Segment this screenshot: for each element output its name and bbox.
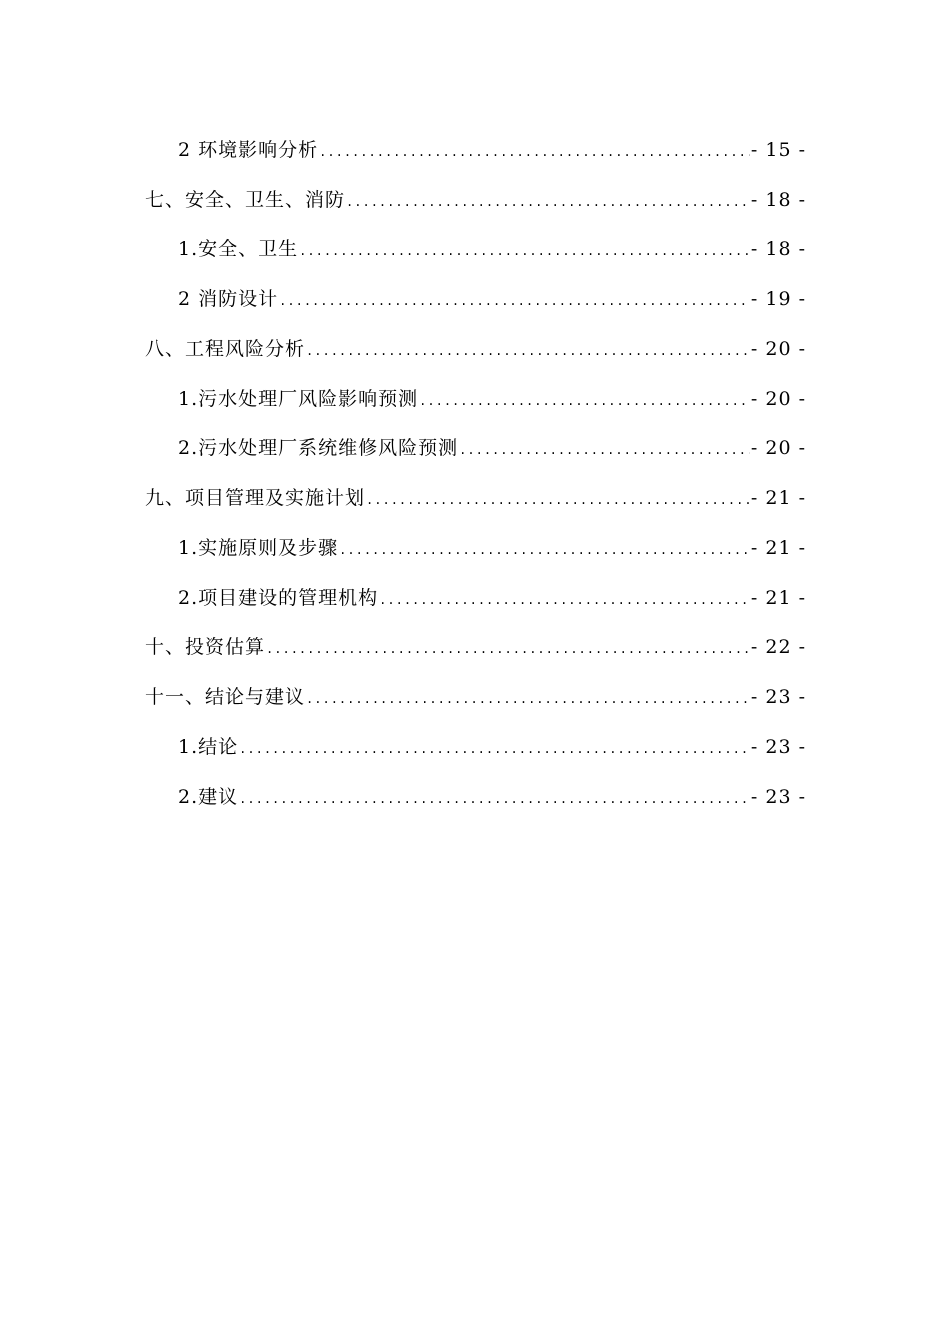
toc-entry-page: - 19 -	[750, 288, 806, 310]
toc-entry-title: 1.安全、卫生	[178, 238, 299, 260]
toc-entry-page: - 21 -	[750, 587, 806, 609]
toc-leader-dots	[459, 434, 750, 464]
toc-entry-page: - 22 -	[750, 636, 806, 658]
toc-leader-dots	[306, 683, 750, 713]
toc-entry[interactable]	[145, 482, 806, 514]
toc-entry-page: - 23 -	[750, 786, 806, 808]
toc-entry-title: 七、安全、卫生、消防	[145, 189, 346, 211]
toc-entry-page: - 18 -	[750, 238, 806, 260]
toc-leader-dots	[279, 285, 750, 315]
toc-entry-title: 1.实施原则及步骤	[178, 537, 339, 559]
toc-entry-title: 十一、结论与建议	[145, 686, 306, 708]
toc-entry-page: - 18 -	[750, 189, 806, 211]
toc-entry-title: 2 环境影响分析	[178, 139, 319, 161]
toc-entry[interactable]	[178, 134, 806, 166]
toc-entry[interactable]	[178, 781, 806, 813]
toc-leader-dots	[239, 733, 750, 763]
toc-entry-page: - 21 -	[750, 487, 806, 509]
toc-entry-page: - 20 -	[750, 338, 806, 360]
toc-entry-title: 2.项目建设的管理机构	[178, 587, 379, 609]
toc-leader-dots	[366, 484, 750, 514]
toc-entry-title: 1.污水处理厂风险影响预测	[178, 388, 419, 410]
toc-entry-title: 2.污水处理厂系统维修风险预测	[178, 437, 459, 459]
toc-entry[interactable]	[178, 582, 806, 614]
toc-entry[interactable]	[178, 432, 806, 464]
toc-entry-page: - 15 -	[750, 139, 806, 161]
toc-entry[interactable]	[145, 333, 806, 365]
toc-entry[interactable]	[145, 631, 806, 663]
toc-entry[interactable]	[178, 731, 806, 763]
toc-entry[interactable]	[145, 681, 806, 713]
toc-entry-page: - 23 -	[750, 686, 806, 708]
toc-entry-page: - 20 -	[750, 437, 806, 459]
toc-leader-dots	[306, 335, 750, 365]
toc-leader-dots	[419, 385, 750, 415]
toc-entry-title: 八、工程风险分析	[145, 338, 306, 360]
toc-entry-page: - 20 -	[750, 388, 806, 410]
toc-leader-dots	[339, 534, 750, 564]
toc-entry-title: 2 消防设计	[178, 288, 279, 310]
toc-entry[interactable]	[145, 184, 806, 216]
toc-leader-dots	[266, 633, 750, 663]
toc-leader-dots	[379, 584, 750, 614]
toc-entry-page: - 21 -	[750, 537, 806, 559]
toc-leader-dots	[346, 186, 750, 216]
toc-entry-page: - 23 -	[750, 736, 806, 758]
toc-entry-title: 1.结论	[178, 736, 239, 758]
toc-entry[interactable]	[178, 383, 806, 415]
toc-entry[interactable]	[178, 532, 806, 564]
toc-entry-title: 九、项目管理及实施计划	[145, 487, 366, 509]
toc-entry-title: 十、投资估算	[145, 636, 266, 658]
toc-leader-dots	[239, 783, 750, 813]
toc-leader-dots	[299, 235, 750, 265]
toc-leader-dots	[319, 136, 750, 166]
toc-entry-title: 2.建议	[178, 786, 239, 808]
toc-entry[interactable]	[178, 233, 806, 265]
toc-entry[interactable]	[178, 283, 806, 315]
